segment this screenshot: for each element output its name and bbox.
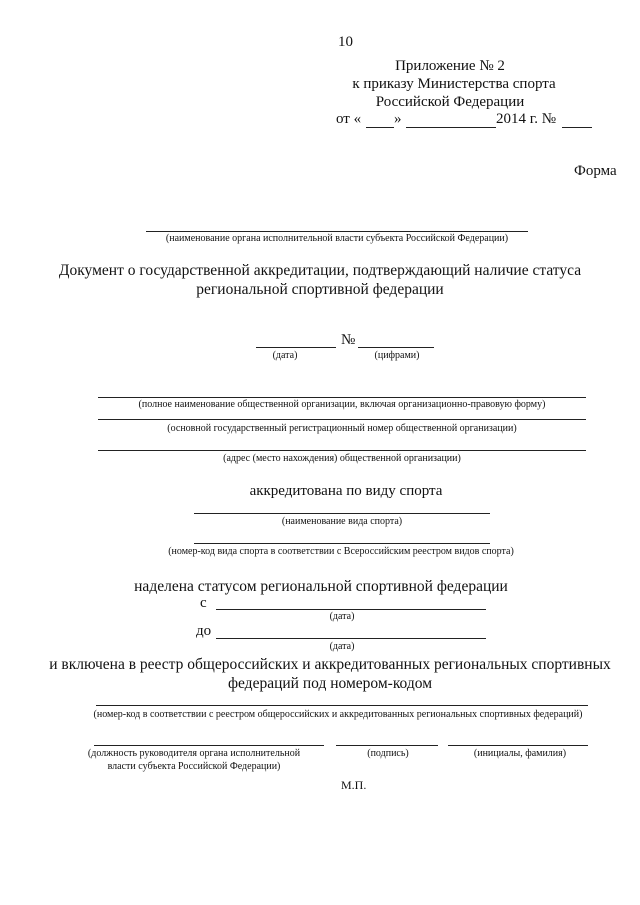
from-date-line: [216, 609, 486, 610]
appendix-title: Приложение № 2: [395, 58, 505, 74]
registry-text-line-2: федераций под номером-кодом: [227, 675, 433, 692]
signature-caption: (подпись): [367, 748, 409, 759]
year-text: 2014 г. №: [496, 111, 557, 127]
authority-name-line: [146, 231, 528, 232]
sport-code-line: [194, 543, 490, 544]
address-caption: (адрес (место нахождения) общественной организации): [223, 453, 461, 464]
to-date-caption: (дата): [329, 641, 355, 652]
to-date-line: [216, 638, 486, 639]
order-date-line: [336, 111, 606, 131]
page-number: 10: [338, 34, 353, 50]
number-sign: №: [341, 332, 356, 348]
org-name-line: [98, 397, 586, 398]
date-mid: »: [394, 111, 402, 127]
position-caption-line-2: власти субъекта Российской Федерации): [107, 761, 281, 772]
sport-name-caption: (наименование вида спорта): [281, 516, 403, 527]
from-label: с: [200, 595, 207, 611]
sport-name-line: [194, 513, 490, 514]
accredited-text: аккредитована по виду спорта: [249, 483, 443, 499]
doc-number-caption: (цифрами): [374, 350, 420, 361]
document-title-line-2: региональной спортивной федерации: [196, 281, 444, 298]
order-line-2: Российской Федерации: [375, 94, 525, 110]
registry-text-line-1: и включена в реестр общероссийских и аккредитованных региональных спортивных: [49, 656, 611, 673]
document-title-line-1: Документ о государственной аккредитации, подтверждающий наличие статуса: [58, 262, 582, 279]
form-label: Форма: [574, 163, 617, 179]
stamp-label: М.П.: [341, 778, 367, 792]
status-text: наделена статусом региональной спортивной федерации: [134, 578, 508, 595]
from-date-caption: (дата): [329, 611, 355, 622]
date-prefix: от «: [336, 111, 362, 127]
full-name-caption: (инициалы, фамилия): [473, 748, 567, 759]
order-line-1: к приказу Министерства спорта: [352, 76, 556, 92]
authority-caption: (наименование органа исполнительной власти субъекта Российской Федерации): [165, 233, 509, 244]
address-line: [98, 450, 586, 451]
doc-number-line: [358, 347, 434, 348]
org-name-caption: (полное наименование общественной организации, включая организационно-правовую форму): [138, 399, 546, 410]
doc-date-line: [256, 347, 336, 348]
signature-line: [336, 745, 438, 746]
ogrn-line: [98, 419, 586, 420]
to-label: до: [196, 623, 212, 639]
registry-code-caption: (номер-код в соответствии с реестром общероссийских и аккредитованных региональных спортивных федераций): [93, 709, 583, 720]
order-number-blank: [562, 127, 592, 128]
ogrn-caption: (основной государственный регистрационный номер общественной организации): [167, 423, 517, 434]
doc-date-caption: (дата): [272, 350, 298, 361]
full-name-line: [448, 745, 588, 746]
sport-code-caption: (номер-код вида спорта в соответствии с Всероссийским реестром видов спорта): [168, 546, 514, 557]
registry-code-line: [96, 705, 588, 706]
position-caption-line-1: (должность руководителя органа исполнительной: [87, 748, 301, 759]
month-blank: [406, 127, 496, 128]
position-line: [94, 745, 324, 746]
day-blank: [366, 127, 394, 128]
